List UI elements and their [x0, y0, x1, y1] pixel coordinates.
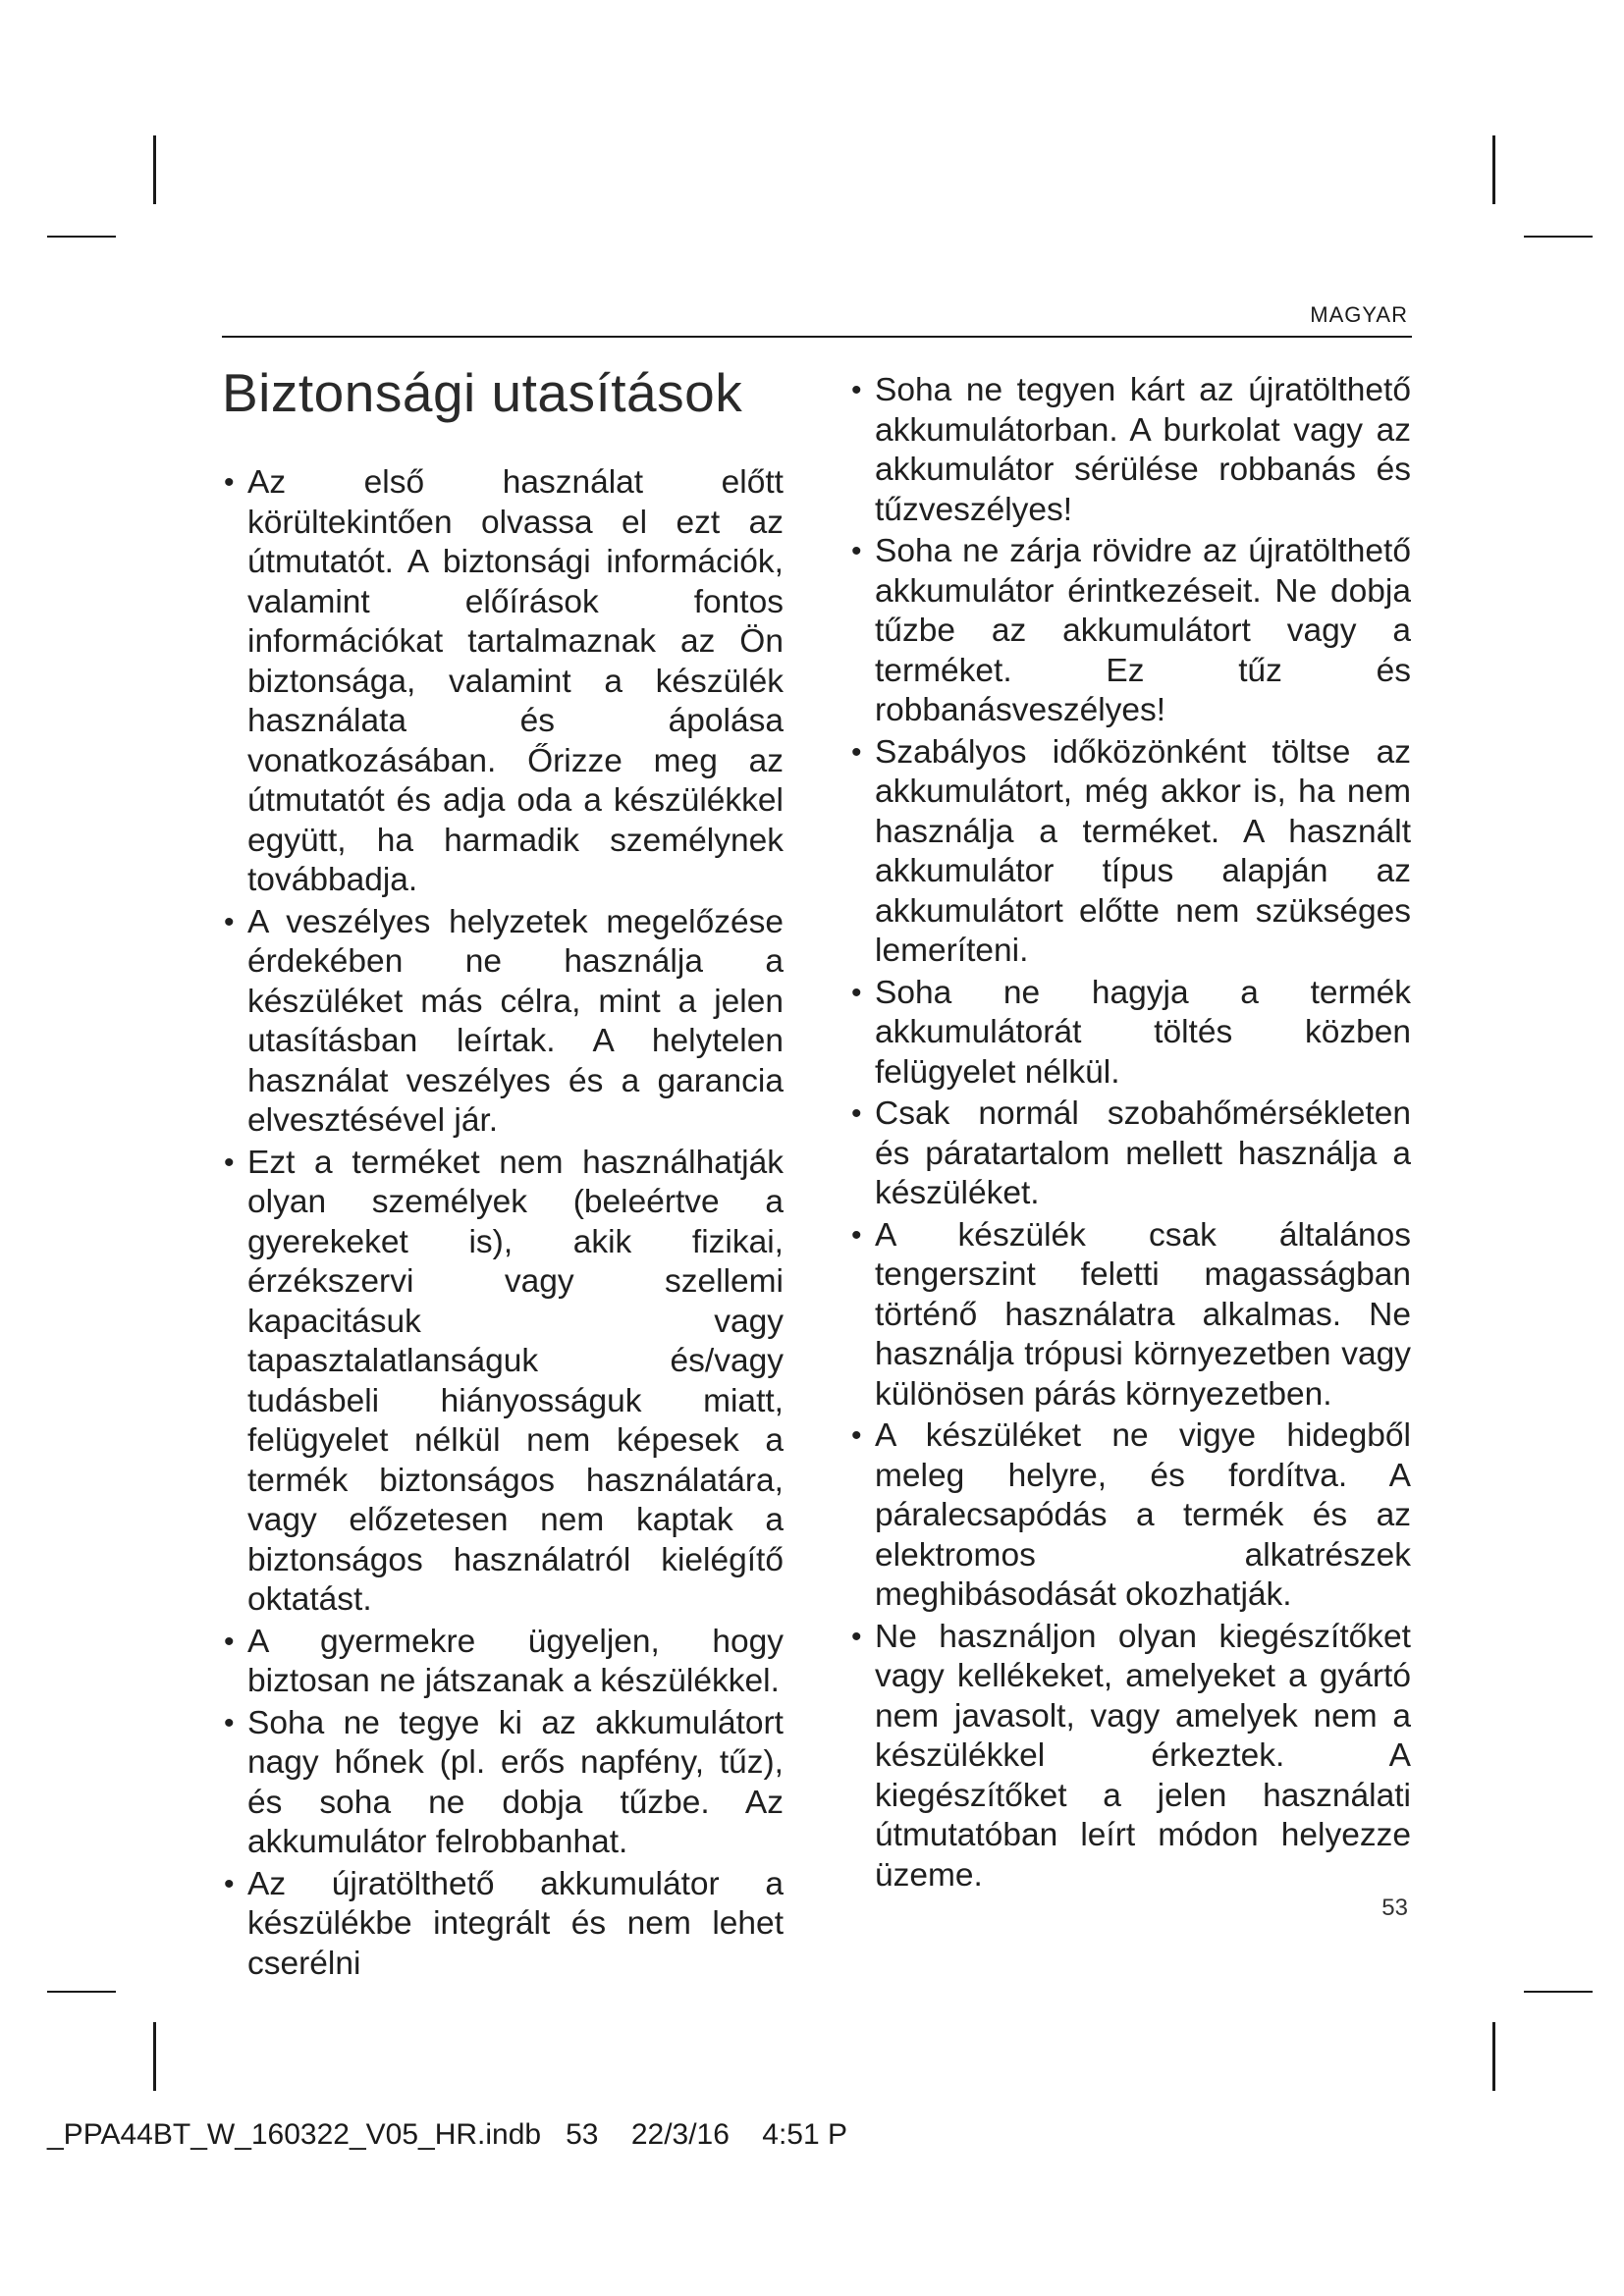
bullet-icon: •	[224, 1867, 235, 1900]
print-slug: _PPA44BT_W_160322_V05_HR.indb 53 22/3/16 4:51 P	[47, 2118, 847, 2151]
bullet-icon: •	[851, 1218, 862, 1252]
right-column-list	[851, 371, 1411, 1897]
list-item-text: A veszélyes helyzetek megelőzése érdekében ne használja a készüléket más célra, mint a jelen utasításban leírtak. A helytelen használat veszélyes és a garancia elvesztésével jár.	[247, 903, 784, 1139]
list-item	[851, 1618, 1411, 1896]
list-item-text: Az első használat előtt körültekintően olvassa el ezt az útmutatót. A biztonsági információk, valamint előírások fontos információkat tartalmaznak az Ön biztonsága, valamint a készülék használata és ápolása vonatkozásában. Őrizze meg az útmutatót és adja oda a készülékkel együtt, ha harmadik személynek továbbadja.	[247, 464, 784, 898]
list-item-text: A készüléket ne vigye hidegből meleg helyre, és fordítva. A páralecsapódás a termék és az elektromos alkatrészek meghibásodását okozhatják.	[875, 1417, 1411, 1613]
list-item-text: Soha ne tegyen kárt az újratölthető akkumulátorban. A burkolat vagy az akkumulátor sérülése robbanás és tűzveszélyes!	[875, 372, 1411, 528]
bullet-icon: •	[851, 1620, 862, 1653]
page-number: 53	[1381, 1895, 1408, 1921]
list-item	[851, 1095, 1411, 1214]
list-item	[224, 903, 784, 1142]
crop-mark-top-right-horizontal	[1524, 236, 1593, 238]
list-item-text: Soha ne tegye ki az akkumulátort nagy hőnek (pl. erős napfény, tűz), és soha ne dobja tűzbe. Az akkumulátor felrobbanhat.	[247, 1704, 784, 1860]
bullet-icon: •	[224, 466, 235, 499]
crop-mark-bottom-left-horizontal	[47, 1991, 116, 1993]
list-item-text: Szabályos időközönként töltse az akkumulátort, még akkor is, ha nem használja a terméket. A használt akkumulátor típus alapján az akkumulátort előtte nem szükséges lemeríteni.	[875, 733, 1411, 969]
list-item-text: Ne használjon olyan kiegészítőket vagy kellékeket, amelyeket a gyártó nem javasolt, vagy amelyek nem a készülékkel érkeztek. A kiegészítőket a jelen használati útmutatóban leírt módon helyezze üzeme.	[875, 1618, 1411, 1894]
list-item-text: Az újratölthető akkumulátor a készülékbe integrált és nem lehet cserélni	[247, 1865, 784, 1982]
list-item	[224, 1865, 784, 1985]
crop-mark-top-left-vertical	[153, 135, 156, 204]
bullet-icon: •	[224, 1146, 235, 1179]
list-item	[851, 532, 1411, 731]
list-item	[851, 733, 1411, 972]
bullet-icon: •	[851, 1097, 862, 1130]
list-item-text: A gyermekre ügyeljen, hogy biztosan ne játszanak a készülékkel.	[247, 1623, 784, 1699]
list-item-text: Ezt a terméket nem használhatják olyan személyek (beleértve a gyerekeket is), akik fizikai, érzékszervi vagy szellemi kapacitásuk vagy tapasztalatlanságuk és/vagy tudásbeli hiányosságuk miatt, felügyelet nélkül nem képesek a termék biztonságos használatára, vagy előzetesen nem kaptak a biztonságos használatról kielégítő oktatást.	[247, 1144, 784, 1618]
list-item-text: Soha ne zárja rövidre az újratölthető akkumulátor érintkezéseit. Ne dobja tűzbe az akkumulátort vagy a terméket. Ez tűz és robbanásveszélyes!	[875, 533, 1411, 728]
list-item-text: A készülék csak általános tengerszint feletti magasságban történő használatra alkalmas. Ne használja trópusi környezetben vagy különösen párás környezetben.	[875, 1216, 1411, 1413]
bullet-icon: •	[224, 905, 235, 938]
crop-mark-bottom-right-horizontal	[1524, 1991, 1593, 1993]
crop-mark-top-left-horizontal	[47, 236, 116, 238]
bullet-icon: •	[851, 1419, 862, 1452]
list-item	[224, 463, 784, 901]
list-item-text: Soha ne hagyja a termék akkumulátorát töltés közben felügyelet nélkül.	[875, 974, 1411, 1091]
left-column-list	[224, 463, 784, 1986]
bullet-icon: •	[851, 374, 862, 406]
crop-mark-bottom-left-vertical	[153, 2022, 156, 2091]
crop-mark-bottom-right-vertical	[1492, 2022, 1495, 2091]
list-item	[851, 1416, 1411, 1616]
list-item-text: Csak normál szobahőmérsékleten és páratartalom mellett használja a készüléket.	[875, 1095, 1411, 1211]
header-rule	[222, 336, 1412, 338]
list-item	[224, 1704, 784, 1863]
list-item	[851, 371, 1411, 530]
bullet-icon: •	[224, 1706, 235, 1739]
crop-mark-top-right-vertical	[1492, 135, 1495, 204]
bullet-icon: •	[851, 976, 862, 1009]
bullet-icon: •	[851, 735, 862, 769]
list-item	[851, 1216, 1411, 1415]
list-item	[224, 1623, 784, 1702]
page-title: Biztonsági utasítások	[222, 362, 743, 423]
bullet-icon: •	[224, 1625, 235, 1658]
list-item	[224, 1144, 784, 1621]
list-item	[851, 974, 1411, 1094]
language-label: MAGYAR	[1310, 302, 1408, 327]
bullet-icon: •	[851, 535, 862, 567]
